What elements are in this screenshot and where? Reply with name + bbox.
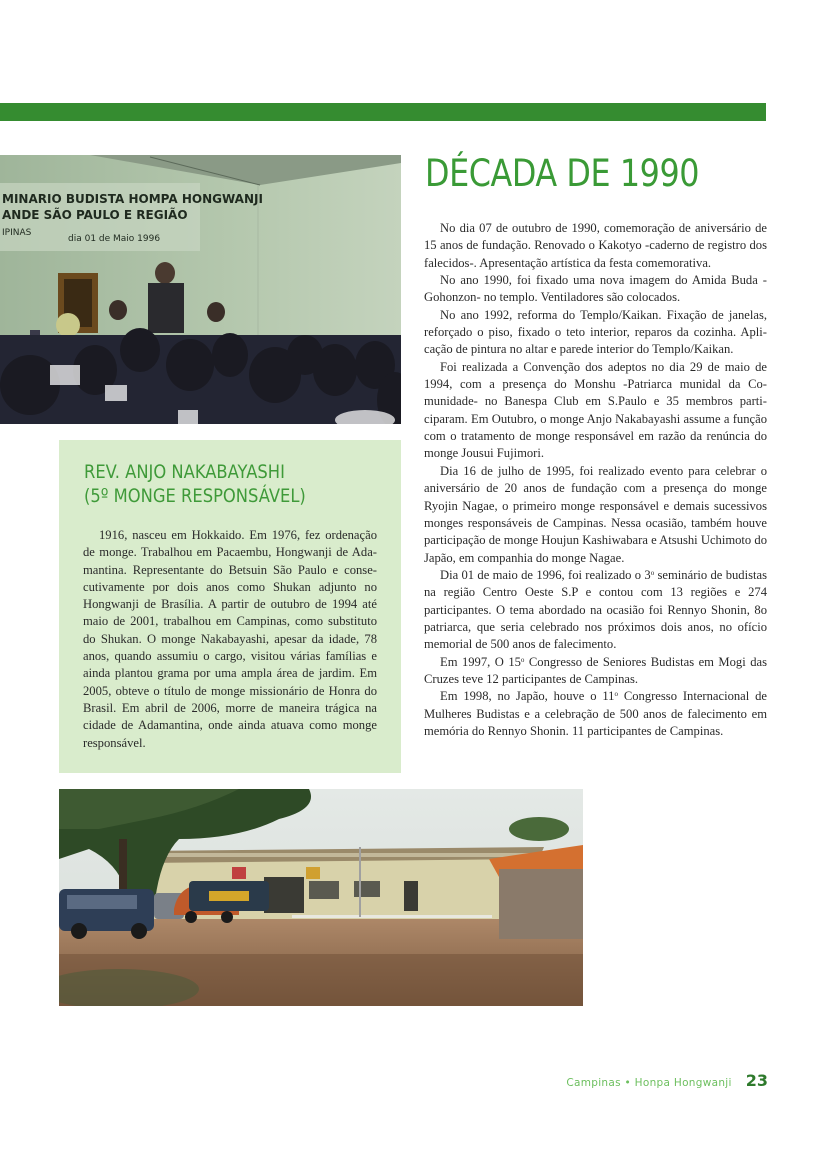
page-number: 23	[745, 1071, 768, 1090]
paragraph-text: Congresso Internacional de Mulheres Budistas e a celebração de 500 anos de falecimento em memória do Rennyo Shonin. 11 participantes de Campinas.	[424, 689, 767, 738]
biography-body	[83, 527, 377, 752]
footer-publication: Campinas • Honpa Hongwanji	[566, 1077, 732, 1089]
ordinal-superscript: o	[614, 690, 618, 699]
article-paragraph	[424, 567, 767, 654]
decade-article	[424, 220, 767, 740]
page-footer	[566, 1071, 768, 1090]
banner-text-line: IPINAS	[2, 228, 32, 238]
article-paragraph: No ano 1990, foi fixado uma nova imagem do Amida Buda -Gohonzon- no templo. Ventiladores são colocados.	[424, 273, 767, 305]
header-accent-bar	[0, 103, 766, 121]
article-paragraph: No dia 07 de outubro de 1990, comemoração de aniversário de 15 anos de fundação. Renovado o Kakotyo -caderno de registro dos falecidos-. Apresentação artística da festa comemorativa.	[424, 221, 767, 270]
ordinal-superscript: o	[650, 568, 655, 577]
temple-building-photo	[59, 789, 583, 1006]
biography-title-line: REV. ANJO NAKABAYASHI	[84, 461, 285, 483]
article-paragraph: No ano 1992, reforma do Templo/Kaikan. Fixação de janelas, reforçado o piso, fixado o teto interior, reparos da cozinha. Aplicação de pintura no altar e parede interior do Templo/Kaikan.	[424, 307, 767, 357]
banner-text-line: MINARIO BUDISTA HOMPA HONGWANJI	[2, 192, 263, 206]
article-paragraph: Dia 16 de julho de 1995, foi realizado evento para celebrar o aniversário de 20 anos de fundação com a presença do monge Ryojin Nagae, o primeiro monge responsável e demais sucessivos monges responsáveis de Campinas. Nessa ocasião, também houve participação de monge Houjun Kashiwabara e Atsushi Uchimoto do Japão, em companhia do monge Nagae.	[424, 463, 767, 565]
banner-text-line: dia 01 de Maio 1996	[68, 234, 161, 244]
article-paragraph: Foi realizada a Convenção dos adeptos no dia 29 de maio de 1994, com a presença do Monshu -Patriarca munidal da Comunidade- no Banespa Club em S.Paulo e 35 membros participaram. Em Outubro, o monge Anjo Nakabayashi assume a função com o tratamento de monge responsável em razão da renúncia do monge Jousui Fujimori.	[424, 359, 767, 461]
banner-text-line: ANDE SÃO PAULO E REGIÃO	[2, 208, 188, 222]
paragraph-text: Em 1998, no Japão, houve o 11	[440, 689, 615, 704]
biography-title	[84, 460, 306, 508]
article-paragraph	[424, 654, 767, 689]
paragraph-text: Congresso de Seniores Budistas em Mogi das Cruzes teve 12 participantes de Campinas.	[424, 654, 767, 686]
biography-box	[59, 440, 401, 773]
biography-title-line: (5º MONGE RESPONSÁVEL)	[84, 485, 306, 507]
paragraph-text: Dia 01 de maio de 1996, foi realizado o 3	[440, 567, 651, 582]
seminar-photo	[0, 155, 401, 424]
article-paragraph	[424, 688, 767, 740]
paragraph-text: Em 1997, O 15	[440, 654, 521, 669]
biography-paragraph: 1916, nasceu em Hokkaido. Em 1976, fez ordenação de monge. Trabalhou em Pacaembu, Hongwanji de Adamantina. Representante do Betsuin São Paulo e consecutivamente por dois anos como Shukan adjunto no Hongwanji de Brasília. A partir de outubro de 1994 até maio de 2001, trabalhou em Campinas, como substituto do Shukan. O monge Nakabayashi, apesar da idade, 78 anos, quando assumiu o cargo, visitou várias famílias e ainda plantou grama por uma ampla área de jardim. Em 2005, obteve o título de monge missionário de Honra do Brasil. Em abril de 2006, morre de maneira trágica na cidade de Adamantina, onde ainda atuava como monge responsável.	[83, 528, 377, 750]
page-title: DÉCADA DE 1990	[425, 152, 700, 195]
ordinal-superscript: o	[520, 655, 525, 664]
paragraph-text: seminário de budistas na região Centro Oeste S.P e contou com 13 regiões e 274 participantes. O tema abordado na ocasião foi Rennyo Shonin, 8o patriarca, que seria celebrado nos próximos dois anos, no ofício memorial de 500 anos de falecimento.	[424, 567, 767, 652]
